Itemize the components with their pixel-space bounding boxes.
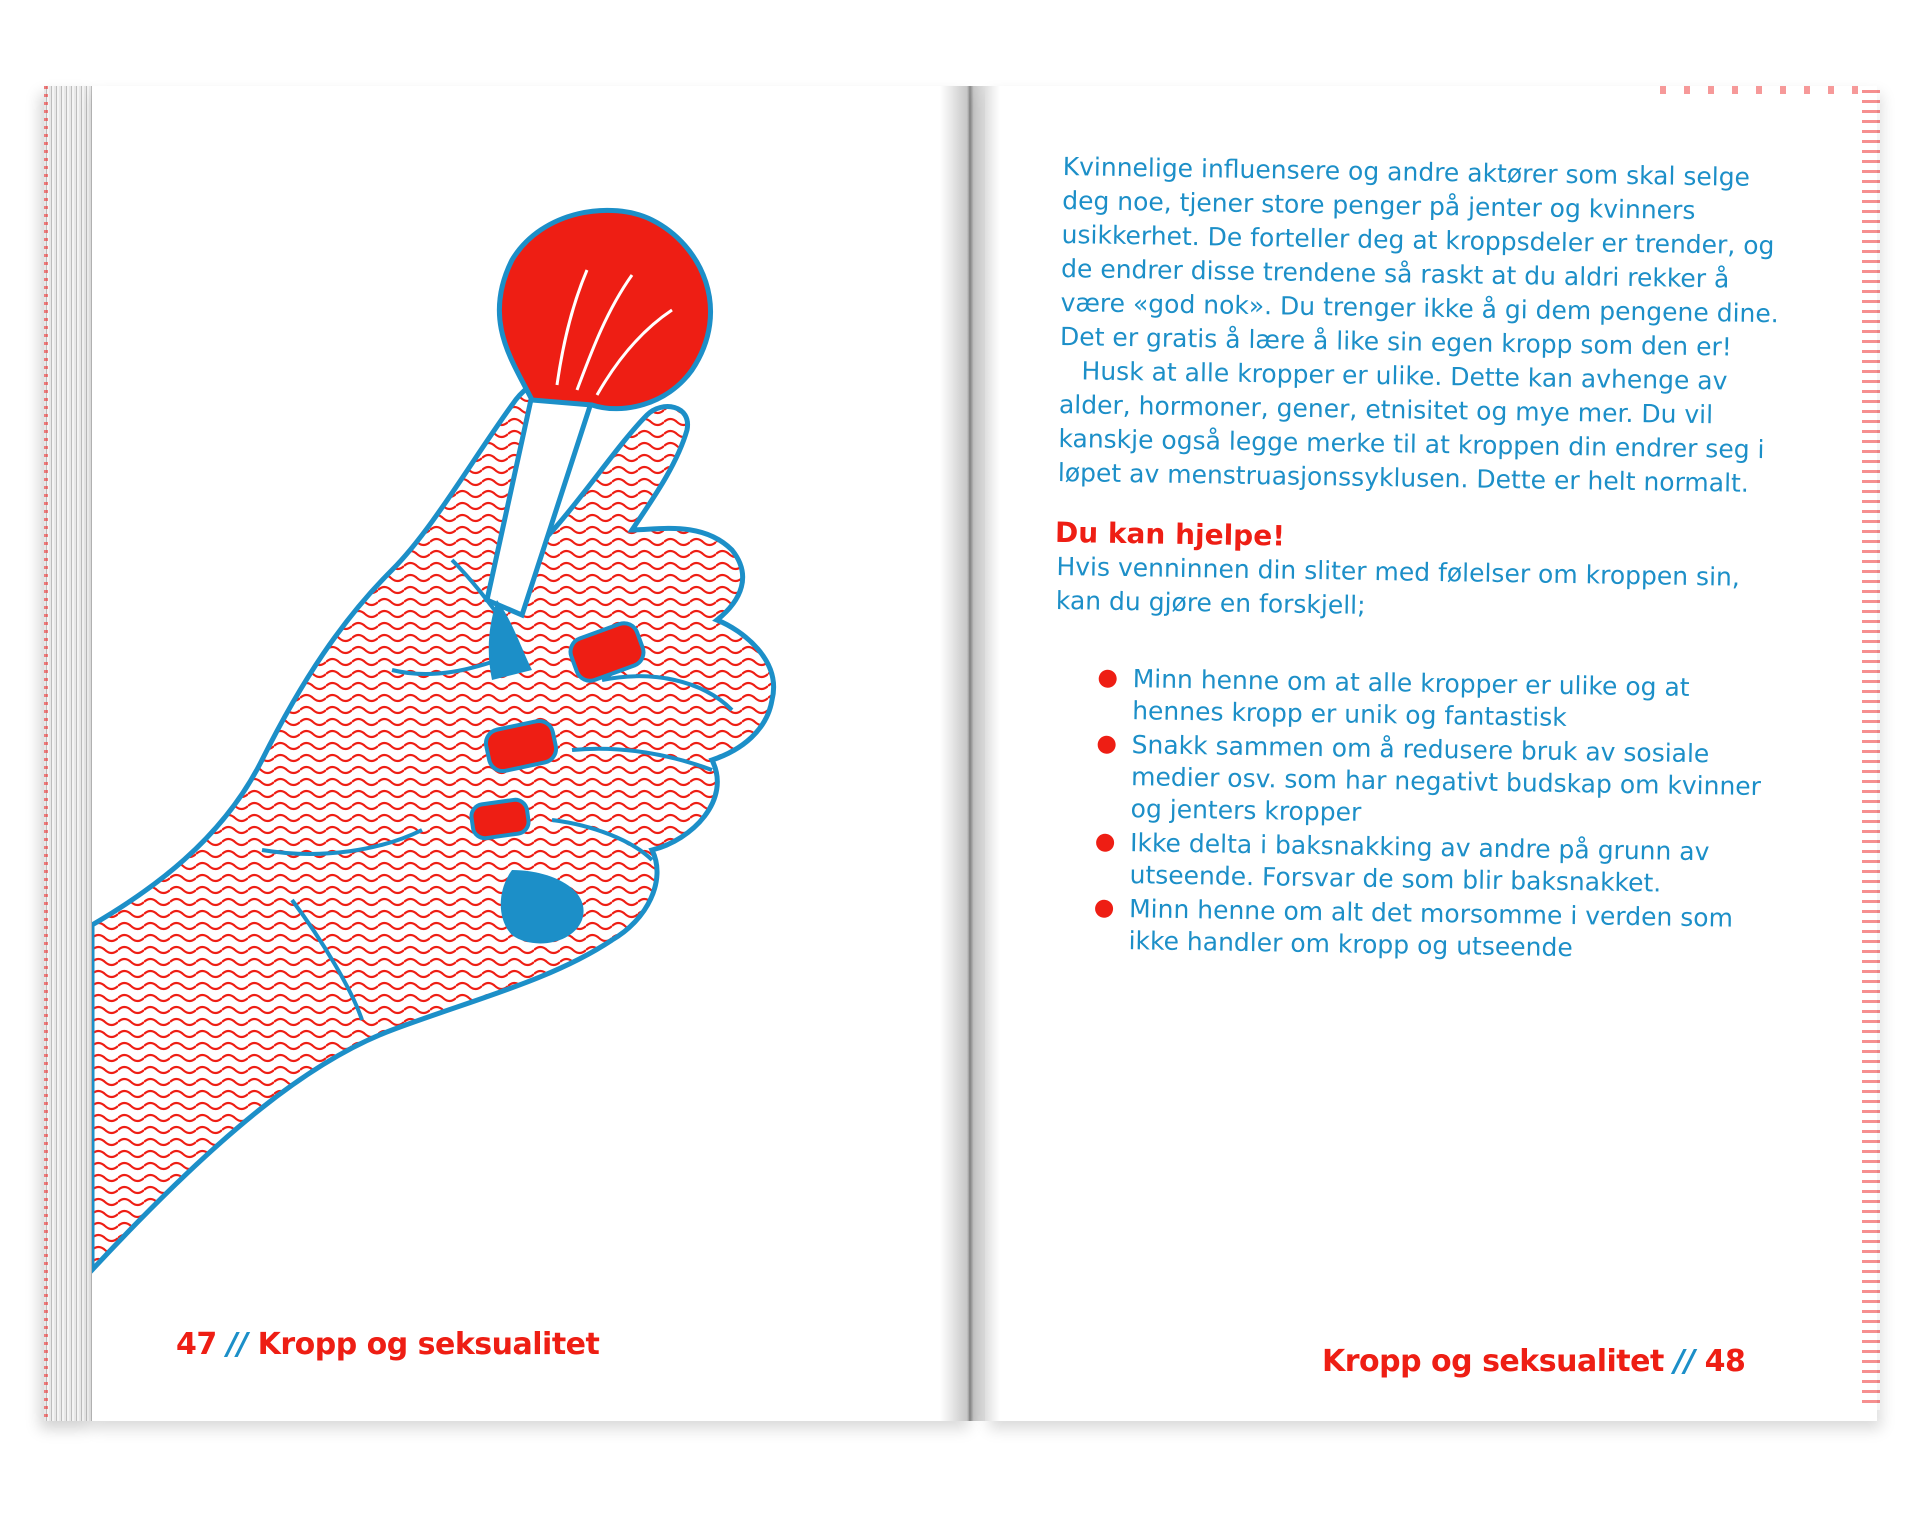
page-edges-right [1862,90,1880,1410]
left-page-number: 47 [176,1327,217,1362]
page-edges-left [44,86,94,1421]
tips-list [1050,662,1785,967]
right-footer-separator: // [1673,1344,1695,1379]
left-footer-separator: // [226,1327,248,1362]
body-paragraph-2: Husk at alle kropper er ulike. Dette kan avhenge av alder, hormoner, gener, etnisitet og mye mer. Du vil kanskje også legge merke til at kroppen din endrer seg i løpet av menstruasjonssyklusen. Dette er helt normalt. [1057,356,1765,498]
right-section-title: Kropp og seksualitet [1322,1344,1664,1379]
book-gutter [940,86,1000,1421]
left-section-title: Kropp og seksualitet [257,1327,600,1362]
list-item-text: Snakk sammen om å redusere bruk av sosiale medier osv. som har negativt budskap om kvinner og jenters kropper [1130,730,1762,827]
section-heading: Du kan hjelpe! [1054,515,1286,553]
hand-holding-makeup-brush-icon [92,200,892,1310]
right-page-footer [1322,1344,1745,1379]
bullet-dot-icon [1098,736,1116,754]
list-item [1132,663,1785,737]
list-item-text: Minn henne om alt det morsomme i verden som ikke handler om kropp og utseende [1128,894,1734,963]
list-item-text: Minn henne om at alle kropper er ulike og at hennes kropp er unik og fantastisk [1131,664,1690,732]
section-intro: Hvis venninnen din sliter med følelser om kroppen sin, kan du gjøre en forskjell; [1055,551,1741,620]
body-paragraph-1: Kvinnelige influensere og andre aktører som skal selge deg noe, tjener store penger på jenter og kvinners usikkerhet. De forteller deg at kroppsdeler er trender, og de endrer disse trendene så raskt at du aldri rekker å være «god nok». Du trenger ikke å gi dem pengene dine. Det er gratis å lære å like sin egen kropp som den er! [1059,151,1779,362]
bullet-dot-icon [1095,900,1113,918]
list-item [1129,827,1782,901]
left-page-footer [176,1327,599,1362]
page-edges-top [1660,86,1870,94]
list-item [1130,729,1783,835]
right-page-body [1050,150,1793,969]
list-item-text: Ikke delta i baksnakking av andre på grunn av utseende. Forsvar de som blir baksnakket. [1129,828,1710,898]
bullet-dot-icon [1096,834,1114,852]
right-page-number: 48 [1704,1344,1746,1379]
list-item [1128,893,1781,967]
bullet-dot-icon [1099,670,1117,688]
